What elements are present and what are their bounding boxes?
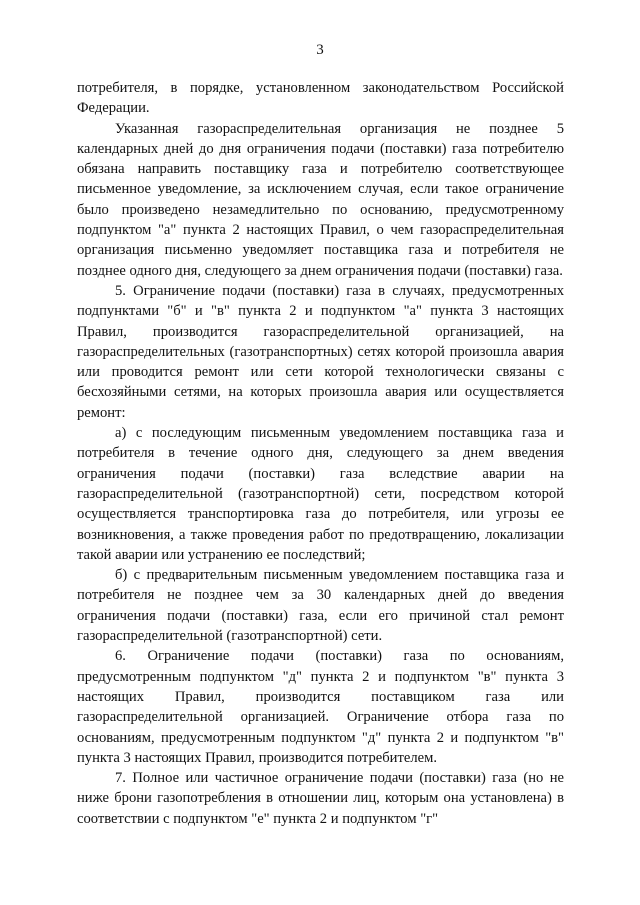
page-number: 3 [316,42,324,58]
paragraph-item-6: 6. Ограничение подачи (поставки) газа по основаниям, предусмотренным подпунктом "д" пункта 2 и подпунктом "в" пункта 3 настоящих Правил, производится поставщиком газа или газораспределительной организацией. Ограничение отбора газа по основаниям, предусмотренным подпунктом "д" пункта 2 и подпунктом "в" пункта 3 настоящих Правил, производится потребителем. [77,648,564,766]
document-body [77,78,564,829]
paragraph-notification: Указанная газораспределительная организация не позднее 5 календарных дней до дня ограничения подачи (поставки) газа потребителю обязана направить поставщику газа и потребителю соответствующее письменное уведомление, за исключением случая, если такое ограничение было произведено незамедлительно по основанию, предусмотренному подпунктом "а" пункта 2 настоящих Правил, о чем газораспределительная организация письменно уведомляет поставщика газа и потребителя не позднее одного дня, следующего за днем ограничения подачи (поставки) газа. [77,120,564,279]
paragraph-item-5a: а) с последующим письменным уведомлением поставщика газа и потребителя в течение одного дня, следующего за днем введения ограничения подачи (поставки) газа вследствие аварии на газораспределительной (газотранспортной) сети, посредством которой осуществляется транспортировка газа до потребителя, или угрозы ее возникновения, а также проведения работ по предотвращению, локализации такой аварии или устранению ее последствий; [77,425,564,563]
paragraph-item-5: 5. Ограничение подачи (поставки) газа в случаях, предусмотренных подпунктами "б" и "в" пункта 2 и подпунктом "а" пункта 3 настоящих Правил, производится газораспределительной организацией, на газораспределительных (газотранспортных) сетях которой произошла авария или проводится ремонт или сети которой технологически связаны с бесхозяйными сетями, на которых произошла авария или осуществляется ремонт: [77,282,564,421]
paragraph-item-5b: б) с предварительным письменным уведомлением поставщика газа и потребителя не позднее чем за 30 календарных дней до введения ограничения подачи (поставки) газа, если его причиной стал ремонт газораспределительной (газотранспортной) сети. [77,567,564,645]
paragraph-continuation: потребителя, в порядке, установленном законодательством Российской Федерации. [77,80,564,117]
paragraph-item-7: 7. Полное или частичное ограничение подачи (поставки) газа (но не ниже брони газопотребления в отношении лиц, которым она установлена) в соответствии с подпунктом "е" пункта 2 и подпунктом "г" [77,770,564,827]
